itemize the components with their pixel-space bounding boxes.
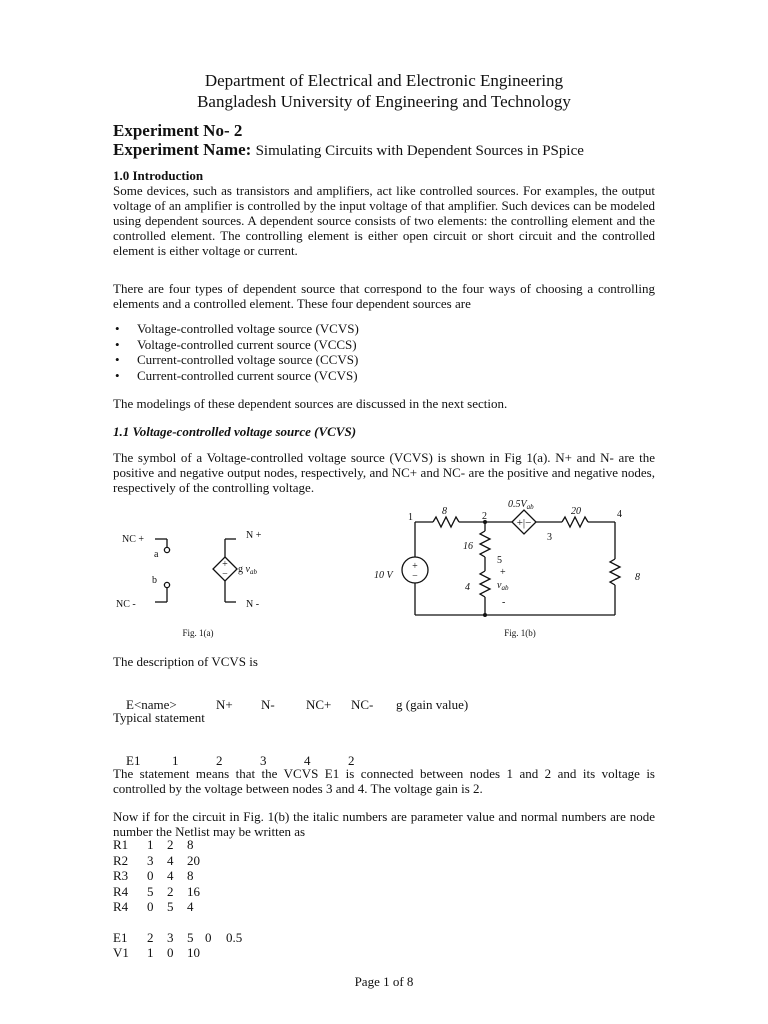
netlist-row: R2 3 4 20 bbox=[113, 852, 200, 868]
r-8-right-label: 8 bbox=[635, 572, 640, 583]
experiment-number: Experiment No- 2 bbox=[113, 121, 243, 140]
vab-label: $v_{ab}$ bbox=[497, 580, 509, 592]
svg-text:+|−: +|− bbox=[516, 517, 532, 529]
list-item: • Voltage-controlled current source (VCCS) bbox=[113, 337, 655, 353]
node-a-label: a bbox=[154, 549, 159, 560]
vab-minus: - bbox=[502, 597, 506, 608]
intro-paragraph-1: Some devices, such as transistors and amplifiers, act like controlled sources. For examples, the output voltage of an amplifier is controlled by the input voltage of that amplifier. Such devices can be modeled using dependent sources. A dependent source consists of two elements: the controlling element and the controlled element. The controlling element is either open circuit or short circuit and the controlled element is either voltage or current. bbox=[113, 183, 655, 258]
nc-minus-label: NC - bbox=[116, 599, 136, 610]
netlist-row: V1 1 0 10 bbox=[113, 945, 200, 960]
netlist-row: R3 0 4 8 bbox=[113, 868, 194, 883]
node-3-label: 3 bbox=[547, 532, 552, 543]
r-16-label: 16 bbox=[463, 541, 473, 552]
svg-text:+: + bbox=[222, 559, 228, 570]
r-20-label: 20 bbox=[571, 506, 581, 517]
figure-1a-vcvs-symbol bbox=[110, 520, 310, 645]
intro-paragraph-2: There are four types of dependent source that correspond to the four ways of choosing a controlling elements and a controlled element. These four dependent sources are bbox=[113, 281, 655, 311]
dependent-source-list bbox=[113, 321, 655, 383]
node-4-label: 4 bbox=[617, 509, 622, 520]
experiment-name: Simulating Circuits with Dependent Sources in PSpice bbox=[255, 143, 584, 159]
document-header bbox=[0, 70, 768, 112]
node-1-label: 1 bbox=[408, 512, 413, 523]
list-item: • Voltage-controlled voltage source (VCVS) bbox=[113, 321, 655, 337]
typical-statement-label: Typical statement bbox=[113, 710, 205, 725]
netlist-row: R4 0 5 4 bbox=[113, 899, 194, 914]
n-minus-label: N - bbox=[246, 599, 260, 610]
dependent-source-label: $0.5V_{ab}$ bbox=[508, 499, 534, 511]
vcvs-heading: 1.1 Voltage-controlled voltage source (VCVS) bbox=[113, 424, 357, 439]
vcvs-syntax: E<name> N+ N- NC+ NC- g (gain value) bbox=[126, 697, 469, 712]
source-10v-label: 10 V bbox=[374, 570, 393, 581]
vcvs-paragraph: The symbol of a Voltage-controlled voltage source (VCVS) is shown in Fig 1(a). N+ and N- are the positive and negative output nodes, respectively, and NC+ and NC- are the positive and negative nodes, respectively of the controlling voltage. bbox=[113, 450, 655, 495]
netlist-row: R1 1 2 8 bbox=[113, 837, 194, 852]
figure-1b-circuit bbox=[365, 495, 655, 645]
page-number: Page 1 of 8 bbox=[354, 974, 414, 989]
intro-paragraph-3: The modelings of these dependent sources are discussed in the next section. bbox=[113, 396, 508, 411]
node-b-label: b bbox=[152, 575, 157, 586]
figure-1b-caption: Fig. 1(b) bbox=[504, 628, 536, 638]
university-title: Bangladesh University of Engineering and Technology bbox=[197, 92, 571, 111]
experiment-name-label: Experiment Name: bbox=[113, 140, 252, 159]
intro-heading: 1.0 Introduction bbox=[113, 168, 204, 183]
experiment-heading bbox=[113, 121, 673, 161]
svg-text:−: − bbox=[412, 571, 418, 582]
netlist-row: E1 2 3 5 0 0.5 bbox=[113, 929, 243, 945]
vcvs-description-intro: The description of VCVS is bbox=[113, 654, 258, 669]
r-8-top-label: 8 bbox=[442, 506, 447, 517]
netlist bbox=[113, 837, 242, 961]
netlist-intro: Now if for the circuit in Fig. 1(b) the italic numbers are parameter value and normal numbers are node number the Netlist may be written as bbox=[113, 809, 655, 839]
svg-text:−: − bbox=[222, 569, 228, 580]
r-4-label: 4 bbox=[465, 582, 470, 593]
nc-plus-label: NC + bbox=[122, 534, 145, 545]
statement-meaning: The statement means that the VCVS E1 is connected between nodes 1 and 2 and its voltage is controlled by the voltage between nodes 3 and 4. The voltage gain is 2. bbox=[113, 766, 655, 796]
n-plus-label: N + bbox=[246, 530, 262, 541]
list-item: • Current-controlled current source (VCVS) bbox=[113, 368, 655, 384]
gain-label: g $v_{ab}$ bbox=[238, 564, 257, 576]
list-item: • Current-controlled voltage source (CCVS) bbox=[113, 352, 655, 368]
department-title: Department of Electrical and Electronic Engineering bbox=[204, 71, 564, 90]
node-2-label: 2 bbox=[482, 511, 487, 522]
typical-statement: E1 1 2 3 4 2 bbox=[126, 753, 355, 768]
node-5-label: 5 bbox=[497, 555, 502, 566]
netlist-row: R4 5 2 16 bbox=[113, 883, 200, 899]
figure-1a-caption: Fig. 1(a) bbox=[182, 628, 214, 638]
svg-text:+: + bbox=[412, 561, 418, 572]
vab-plus: + bbox=[500, 567, 506, 578]
